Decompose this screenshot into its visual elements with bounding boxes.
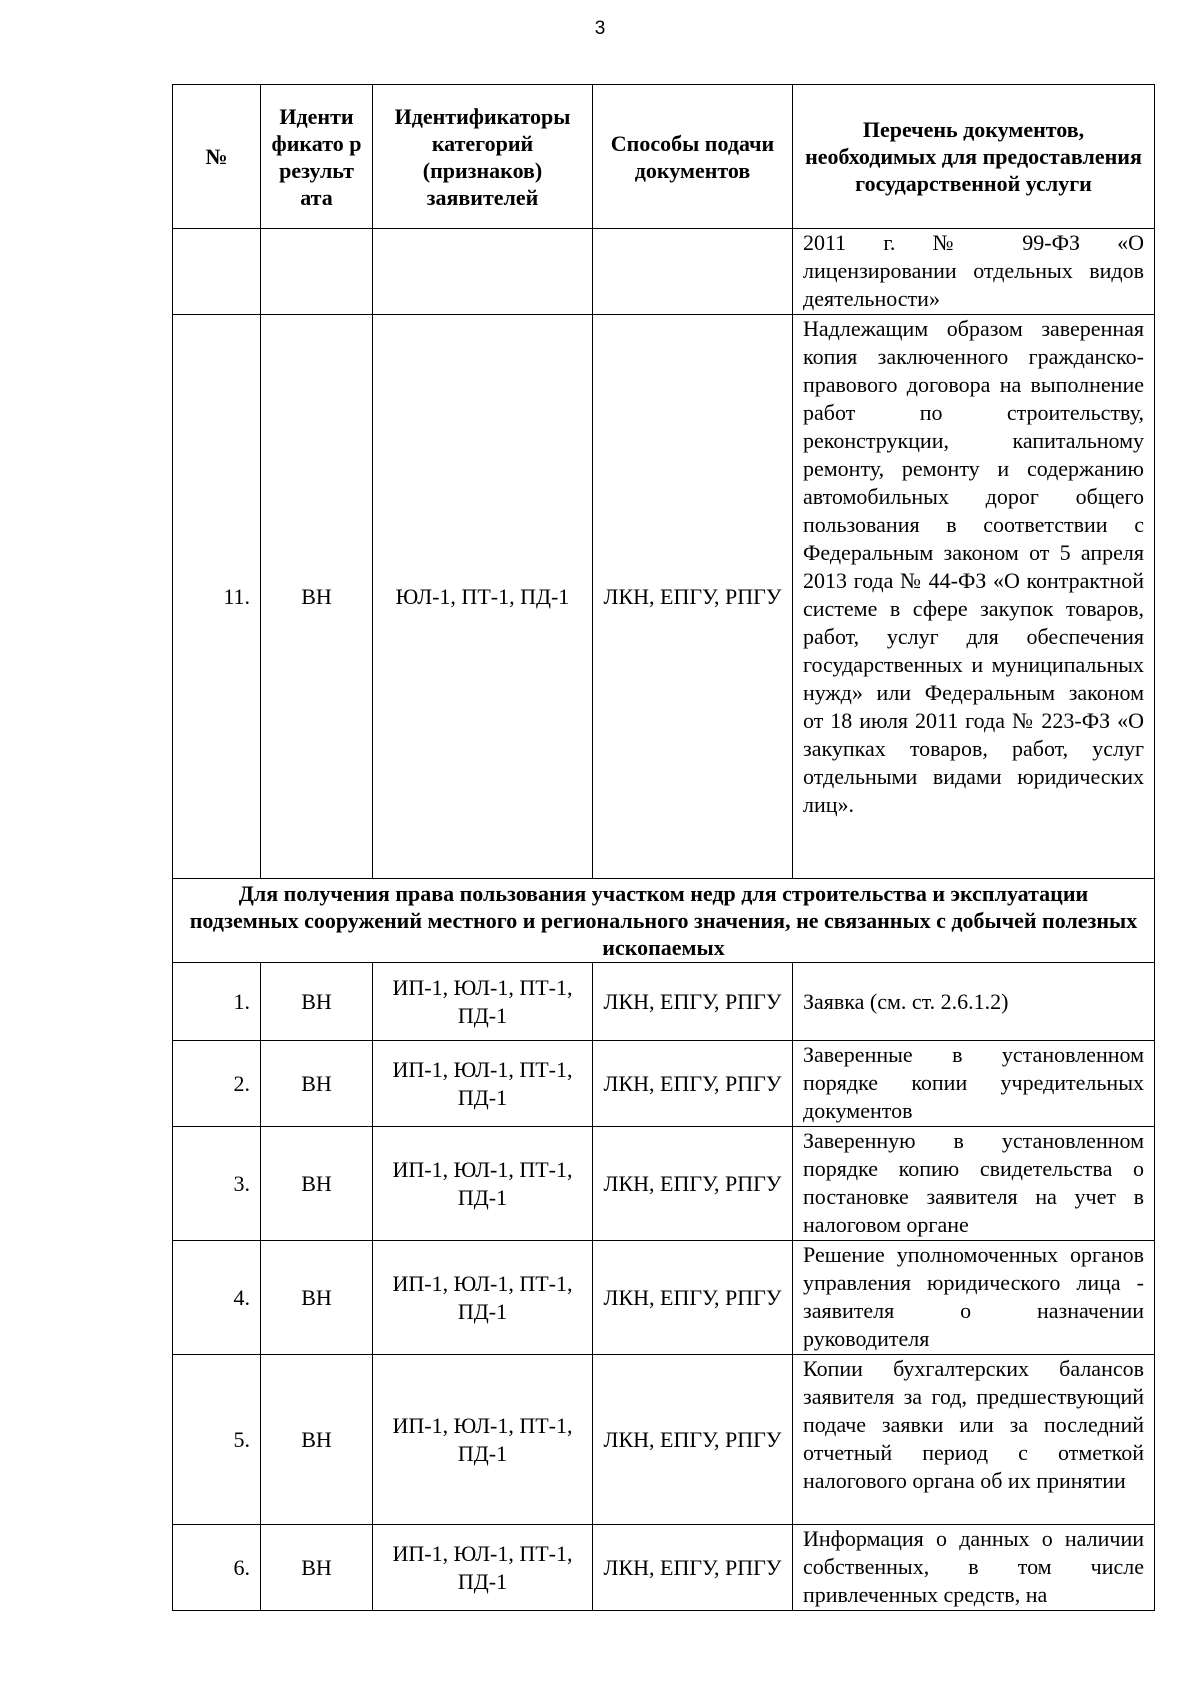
cell-empty — [173, 229, 261, 315]
cell-result: ВН — [261, 1525, 373, 1611]
cell-number: 5. — [173, 1355, 261, 1525]
cell-applicants: ИП-1, ЮЛ-1, ПТ-1, ПД-1 — [373, 1241, 593, 1355]
cell-methods: ЛКН, ЕПГУ, РПГУ — [593, 1525, 793, 1611]
documents-table — [172, 84, 1155, 1611]
table-row — [173, 1241, 1155, 1355]
cell-result: ВН — [261, 963, 373, 1041]
cell-number: 2. — [173, 1041, 261, 1127]
cell-document: Надлежащим образом заверенная копия заключенного гражданско-правового договора на выполнение работ по строительству, реконструкции, капитальному ремонту, ремонту и содержанию автомобильных дорог общего пользования в соответствии с Федеральным законом от 5 апреля 2013 года № 44-ФЗ «О контрактной системе в сфере закупок товаров, работ, услуг для обеспечения государственных и муниципальных нужд» или Федеральным законом от 18 июля 2011 года № 223-ФЗ «О закупках товаров, работ, услуг отдельными видами юридических лиц». — [793, 315, 1155, 879]
table-header-row — [173, 85, 1155, 229]
cell-empty — [593, 229, 793, 315]
cell-result: ВН — [261, 1355, 373, 1525]
cell-applicants: ЮЛ-1, ПТ-1, ПД-1 — [373, 315, 593, 879]
cell-applicants: ИП-1, ЮЛ-1, ПТ-1, ПД-1 — [373, 1525, 593, 1611]
cell-document: Заверенные в установленном порядке копии учредительных документов — [793, 1041, 1155, 1127]
cell-empty — [373, 229, 593, 315]
cell-methods: ЛКН, ЕПГУ, РПГУ — [593, 1127, 793, 1241]
header-documents: Перечень документов, необходимых для предоставления государственной услуги — [793, 85, 1155, 229]
cell-document: Копии бухгалтерских балансов заявителя за год, предшествующий подаче заявки или за последний отчетный период с отметкой налогового органа об их принятии — [793, 1355, 1155, 1525]
table-row — [173, 1127, 1155, 1241]
section-row — [173, 879, 1155, 963]
cell-applicants: ИП-1, ЮЛ-1, ПТ-1, ПД-1 — [373, 1355, 593, 1525]
cell-applicants: ИП-1, ЮЛ-1, ПТ-1, ПД-1 — [373, 1041, 593, 1127]
cell-methods: ЛКН, ЕПГУ, РПГУ — [593, 1241, 793, 1355]
cell-number: 1. — [173, 963, 261, 1041]
cell-result: ВН — [261, 1241, 373, 1355]
table-row — [173, 1041, 1155, 1127]
cell-document: Заверенную в установленном порядке копию свидетельства о постановке заявителя на учет в налоговом органе — [793, 1127, 1155, 1241]
cell-number: 3. — [173, 1127, 261, 1241]
cell-result: ВН — [261, 1127, 373, 1241]
header-number: № — [173, 85, 261, 229]
cell-result: ВН — [261, 315, 373, 879]
section-title: Для получения права пользования участком недр для строительства и эксплуатации подземных сооружений местного и регионального значения, не связанных с добычей полезных ископаемых — [173, 879, 1155, 963]
header-applicant-ids: Идентификаторы категорий (признаков) заявителей — [373, 85, 593, 229]
cell-methods: ЛКН, ЕПГУ, РПГУ — [593, 1355, 793, 1525]
table-row — [173, 1525, 1155, 1611]
cell-document: 2011 г. № 99-ФЗ «О лицензировании отдельных видов деятельности» — [793, 229, 1155, 315]
header-result-id: Иденти фикато р результ ата — [261, 85, 373, 229]
cell-document: Заявка (см. ст. 2.6.1.2) — [793, 963, 1155, 1041]
cell-number: 6. — [173, 1525, 261, 1611]
table-row — [173, 315, 1155, 879]
cell-empty — [261, 229, 373, 315]
cell-methods: ЛКН, ЕПГУ, РПГУ — [593, 963, 793, 1041]
page-number: 3 — [594, 18, 606, 39]
table-row-continued — [173, 229, 1155, 315]
cell-number: 4. — [173, 1241, 261, 1355]
cell-document: Решение уполномоченных органов управления юридического лица - заявителя о назначении руководителя — [793, 1241, 1155, 1355]
header-submission-methods: Способы подачи документов — [593, 85, 793, 229]
cell-number: 11. — [173, 315, 261, 879]
table-row — [173, 963, 1155, 1041]
cell-result: ВН — [261, 1041, 373, 1127]
cell-methods: ЛКН, ЕПГУ, РПГУ — [593, 1041, 793, 1127]
cell-document: Информация о данных о наличии собственных, в том числе привлеченных средств, на — [793, 1525, 1155, 1611]
cell-applicants: ИП-1, ЮЛ-1, ПТ-1, ПД-1 — [373, 963, 593, 1041]
cell-applicants: ИП-1, ЮЛ-1, ПТ-1, ПД-1 — [373, 1127, 593, 1241]
cell-methods: ЛКН, ЕПГУ, РПГУ — [593, 315, 793, 879]
table-row — [173, 1355, 1155, 1525]
